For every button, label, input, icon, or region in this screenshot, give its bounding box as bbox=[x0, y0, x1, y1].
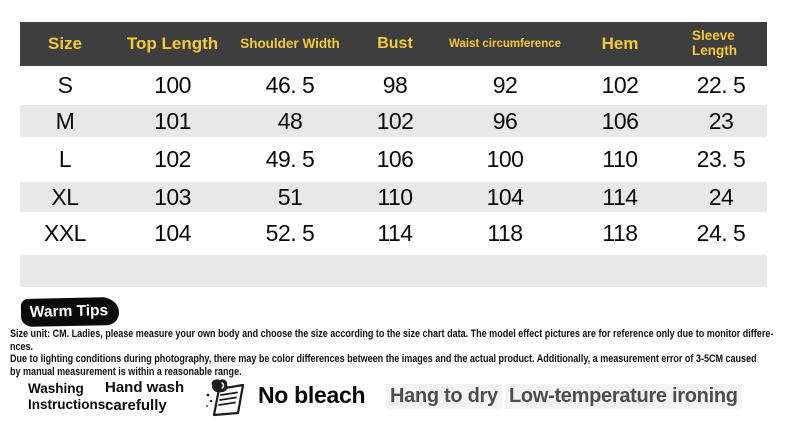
tips-line: Size unit: CM. Ladies, please measure your own body and choose the size according to the size chart data. The model effect pictures are for reference only due to monitor differe- bbox=[10, 328, 774, 340]
tips-line: nces. bbox=[10, 340, 34, 353]
hang-to-dry-label: Hang to dry bbox=[386, 384, 502, 409]
header-cell-size: Size bbox=[47, 33, 83, 53]
table-cell: 23 bbox=[708, 107, 734, 134]
table-cell: 51 bbox=[277, 183, 303, 210]
header-cell-shoulder-width: Shoulder Width bbox=[240, 35, 340, 51]
low-temperature-ironing-label: Low-temperature ironing bbox=[505, 384, 742, 409]
table-cell: 102 bbox=[601, 72, 639, 98]
table-cell: 103 bbox=[154, 183, 191, 210]
table-cell: 118 bbox=[487, 220, 523, 246]
table-cell: 100 bbox=[154, 72, 191, 98]
table-cell: 23. 5 bbox=[696, 146, 746, 172]
table-cell: 96 bbox=[492, 107, 518, 134]
washing-instructions-label bbox=[28, 381, 110, 413]
table-cell: 114 bbox=[377, 220, 413, 246]
table-cell: 110 bbox=[602, 146, 638, 172]
table-cell: 22. 5 bbox=[696, 72, 746, 98]
table-cell: 102 bbox=[376, 107, 414, 134]
size-cell: M bbox=[55, 107, 75, 134]
table-row-empty bbox=[20, 255, 767, 287]
table-row-s bbox=[20, 66, 767, 105]
table-cell: 24. 5 bbox=[696, 220, 746, 246]
tips-text bbox=[10, 328, 797, 379]
tips-line: by manual measurement is within a reasonable range. bbox=[10, 366, 242, 379]
table-cell: 49. 5 bbox=[265, 146, 315, 172]
table-header-row bbox=[20, 22, 767, 66]
table-cell: 104 bbox=[154, 220, 191, 246]
size-cell: XL bbox=[51, 183, 79, 210]
hand-wash-line1: Hand wash bbox=[105, 379, 185, 396]
size-cell: L bbox=[58, 146, 72, 172]
table-cell: 48 bbox=[277, 107, 303, 134]
table-cell: 24 bbox=[708, 183, 734, 210]
no-bleach-label: No bleach bbox=[258, 382, 366, 408]
table-cell: 110 bbox=[377, 183, 413, 210]
header-cell-bust: Bust bbox=[377, 35, 413, 53]
table-row-m bbox=[20, 105, 767, 137]
table-cell: 46. 5 bbox=[265, 72, 315, 98]
header-cell-hem: Hem bbox=[601, 33, 639, 53]
table-cell: 106 bbox=[376, 146, 414, 172]
header-cell-waist: Waist circumference bbox=[448, 37, 562, 50]
table-row-xxl bbox=[20, 212, 767, 255]
table-cell: 100 bbox=[486, 146, 524, 172]
header-cell-sleeve-length bbox=[675, 29, 767, 59]
table-cell: 92 bbox=[492, 72, 518, 98]
hand-wash-icon bbox=[202, 375, 248, 421]
table-cell: 101 bbox=[154, 107, 191, 134]
table-cell: 106 bbox=[601, 107, 639, 134]
header-cell-sleeve-length-label: Sleeve Length bbox=[692, 28, 737, 58]
table-cell: 52. 5 bbox=[265, 220, 315, 246]
hand-wash-label bbox=[105, 379, 184, 414]
washing-instructions-line1: Washing bbox=[28, 381, 84, 396]
table-body bbox=[20, 66, 767, 287]
table-cell: 98 bbox=[382, 72, 408, 98]
warm-tips-badge: Warm Tips bbox=[21, 297, 118, 326]
hand-wash-line2: carefully bbox=[105, 396, 167, 414]
size-cell: XXL bbox=[44, 220, 86, 246]
table-cell: 118 bbox=[602, 220, 638, 246]
washing-instructions-line2: Instructions: bbox=[28, 397, 110, 412]
table-cell: 104 bbox=[486, 183, 524, 210]
table-row-l bbox=[20, 137, 767, 182]
tips-line: Due to lighting conditions during photography, there may be color differences between the images and the actual product. Additionally, a measurement error of 3-5CM caused bbox=[10, 353, 757, 366]
size-table bbox=[20, 22, 767, 287]
table-cell: 114 bbox=[602, 183, 638, 210]
size-cell: S bbox=[57, 72, 73, 98]
header-cell-top-length: Top Length bbox=[126, 33, 219, 53]
table-cell: 102 bbox=[154, 146, 191, 172]
table-row-xl bbox=[20, 182, 767, 212]
